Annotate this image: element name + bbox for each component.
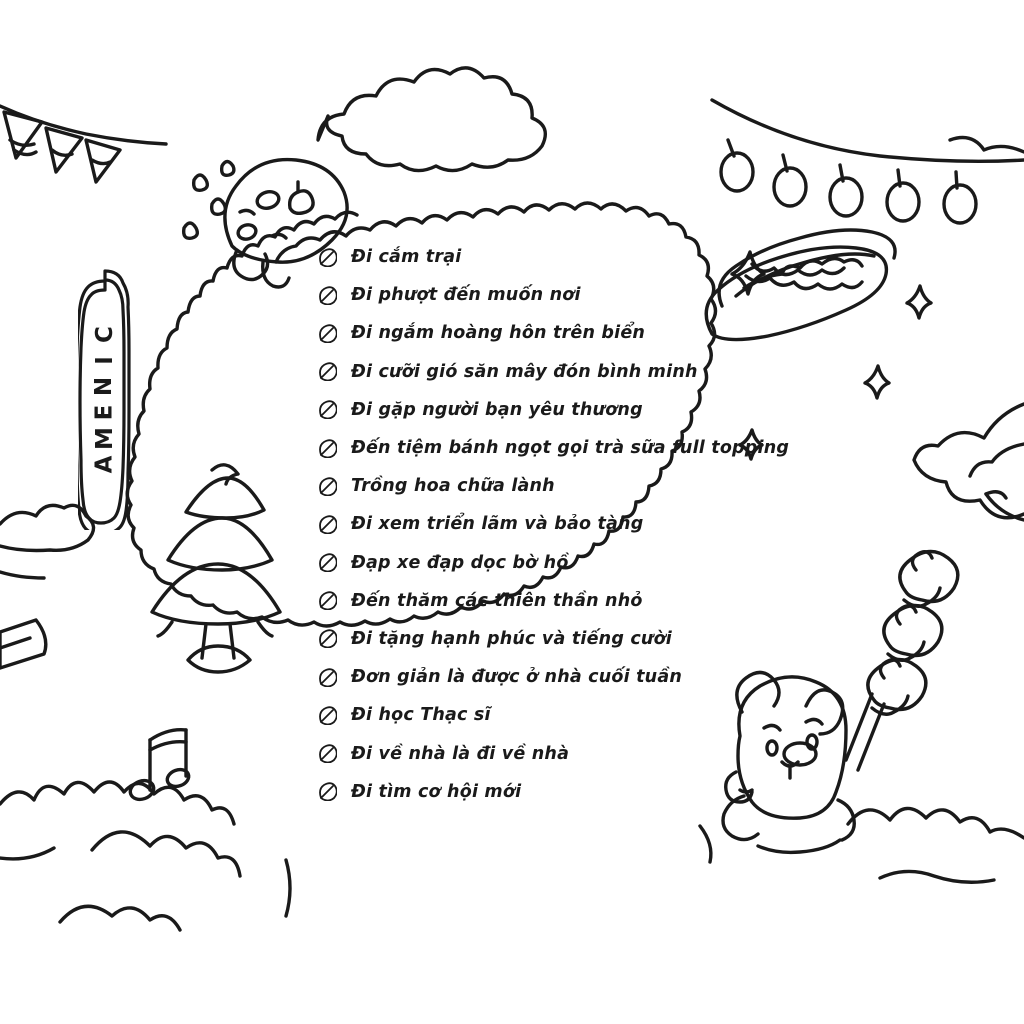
list-item[interactable] xyxy=(318,353,838,391)
cinema-letter: A xyxy=(91,455,118,473)
list-item-label: Đi tìm cơ hội mới xyxy=(351,781,522,802)
cinema-letter: I xyxy=(91,355,118,365)
string-lights-icon xyxy=(712,100,1024,223)
checkbox-leaf-icon[interactable] xyxy=(318,782,337,801)
list-item-label: Đi ngắm hoàng hôn trên biển xyxy=(351,323,646,344)
list-item[interactable] xyxy=(318,505,838,543)
cinema-badge xyxy=(78,268,132,530)
list-item-label: Đạp xe đạp dọc bờ hồ xyxy=(351,552,569,573)
checkbox-leaf-icon[interactable] xyxy=(318,286,337,305)
list-item[interactable] xyxy=(318,467,838,505)
list-item[interactable] xyxy=(318,544,838,582)
list-item[interactable] xyxy=(318,582,838,620)
list-item[interactable] xyxy=(318,658,838,696)
pine-tree-icon xyxy=(152,465,280,672)
checkbox-leaf-icon[interactable] xyxy=(318,515,337,534)
checkbox-leaf-icon[interactable] xyxy=(318,248,337,267)
list-item-label: Đi cưỡi gió săn mây đón bình minh xyxy=(351,361,698,382)
checkbox-leaf-icon[interactable] xyxy=(318,629,337,648)
list-item[interactable] xyxy=(318,734,838,772)
bucket-list xyxy=(318,238,838,811)
paper-icon xyxy=(0,620,46,668)
checkbox-leaf-icon[interactable] xyxy=(318,439,337,458)
checkbox-leaf-icon[interactable] xyxy=(318,706,337,725)
list-item[interactable] xyxy=(318,391,838,429)
music-note-icon xyxy=(128,730,191,803)
list-item[interactable] xyxy=(318,276,838,314)
dango-skewer-icon xyxy=(846,551,958,770)
list-item-label: Đơn giản là được ở nhà cuối tuần xyxy=(351,667,682,688)
list-item[interactable] xyxy=(318,429,838,467)
checkbox-leaf-icon[interactable] xyxy=(318,668,337,687)
cinema-letter: C xyxy=(91,325,118,343)
list-item[interactable] xyxy=(318,620,838,658)
cinema-badge-text xyxy=(78,268,132,530)
cinema-letter: E xyxy=(91,404,118,420)
list-item-label: Đi tặng hạnh phúc và tiếng cười xyxy=(351,628,672,649)
checkbox-leaf-icon[interactable] xyxy=(318,591,337,610)
cinema-letter: M xyxy=(91,426,118,450)
list-item-label: Đi về nhà là đi về nhà xyxy=(351,743,570,764)
list-item-label: Đến thăm các thiên thần nhỏ xyxy=(351,590,643,611)
list-item-label: Đi gặp người bạn yêu thương xyxy=(351,399,643,420)
checkbox-leaf-icon[interactable] xyxy=(318,553,337,572)
list-item[interactable] xyxy=(318,238,838,276)
cloud-icon xyxy=(318,68,1024,171)
list-item-label: Đi học Thạc sĩ xyxy=(351,705,491,726)
cinema-letter: N xyxy=(91,376,118,396)
checkbox-leaf-icon[interactable] xyxy=(318,362,337,381)
list-item-label: Trồng hoa chữa lành xyxy=(351,476,555,497)
checkbox-leaf-icon[interactable] xyxy=(318,324,337,343)
list-item-label: Đến tiệm bánh ngọt gọi trà sữa full topping xyxy=(351,438,790,459)
bunting-flags-icon xyxy=(0,106,166,182)
list-item[interactable] xyxy=(318,696,838,734)
checkbox-leaf-icon[interactable] xyxy=(318,744,337,763)
list-item[interactable] xyxy=(318,773,838,811)
sun-rays-icon xyxy=(914,404,1024,520)
list-item-label: Đi xem triển lãm và bảo tàng xyxy=(351,514,644,535)
list-item-label: Đi cắm trại xyxy=(351,247,462,268)
list-item[interactable] xyxy=(318,314,838,352)
checkbox-leaf-icon[interactable] xyxy=(318,477,337,496)
list-item-label: Đi phượt đến muốn nơi xyxy=(351,285,581,306)
checkbox-leaf-icon[interactable] xyxy=(318,400,337,419)
